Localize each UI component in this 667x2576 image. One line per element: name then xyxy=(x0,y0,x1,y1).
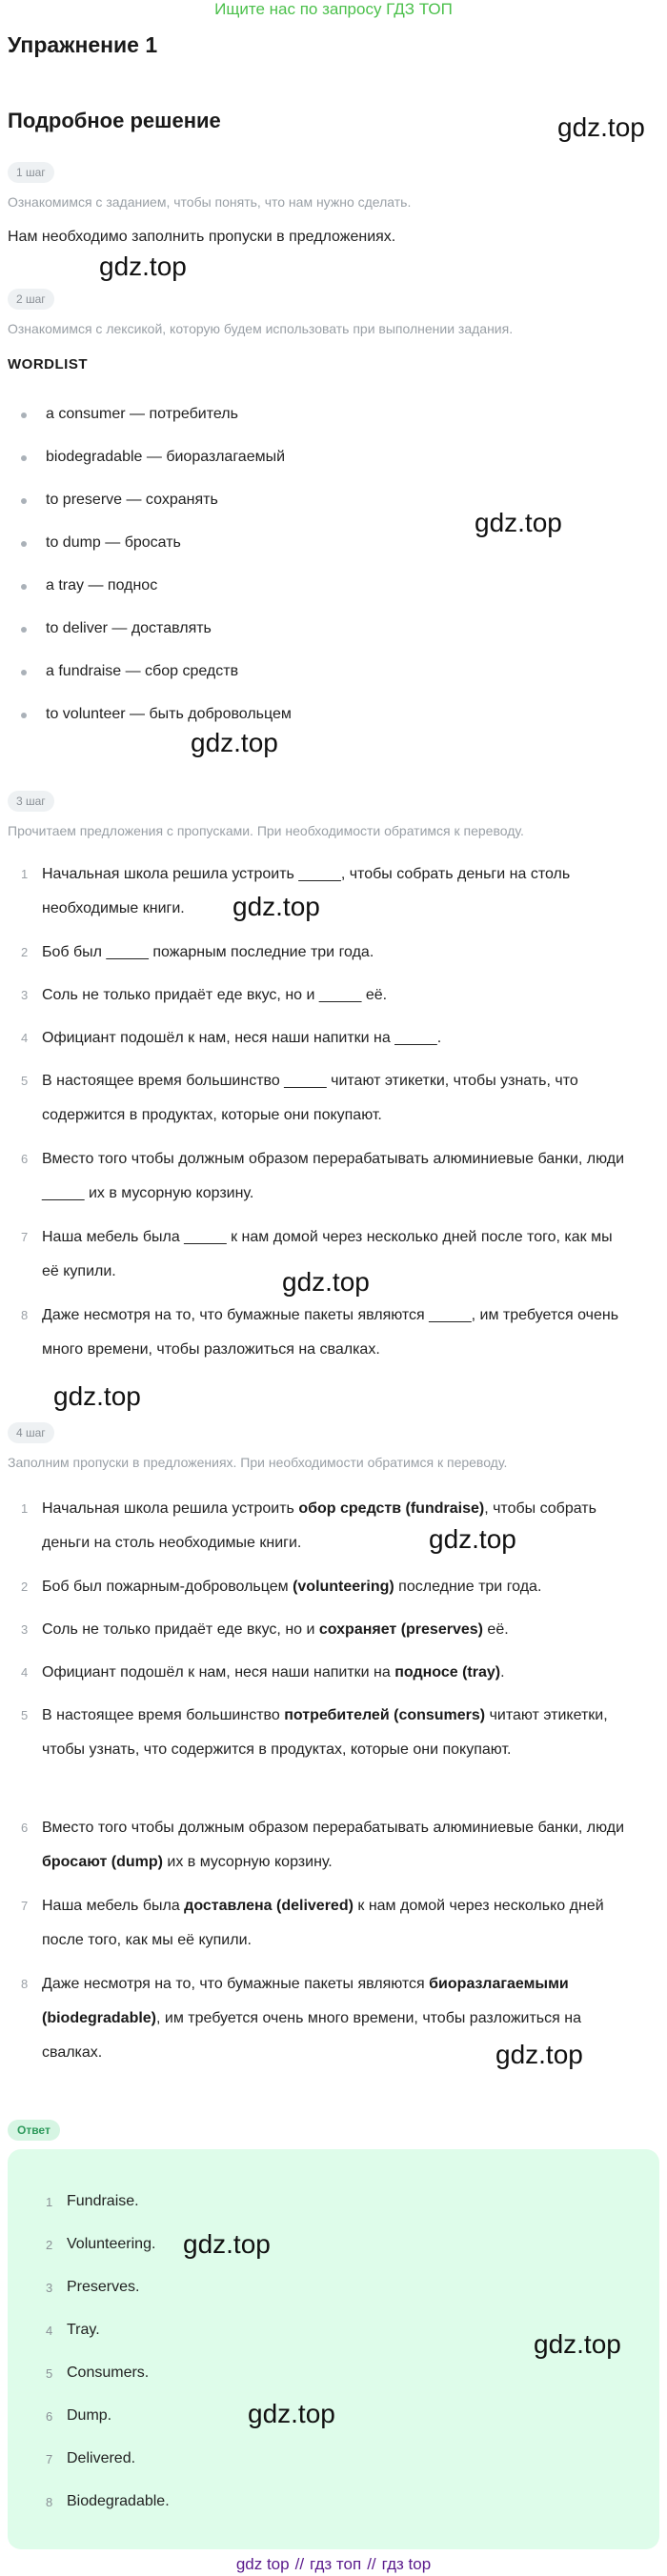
step-3-text: Прочитаем предложения с пропусками. При необходимости обратимся к переводу. xyxy=(8,823,524,838)
watermark: gdz.top xyxy=(232,892,320,921)
watermark: gdz.top xyxy=(429,1524,516,1554)
step-2-text: Ознакомимся с лексикой, которую будем использовать при выполнении задания. xyxy=(8,321,514,336)
section-title: Подробное решение xyxy=(8,109,221,132)
footer-links xyxy=(0,2553,667,2576)
watermark: gdz.top xyxy=(475,508,562,537)
footer-separator: // xyxy=(294,2555,305,2573)
answer-box: 1 Fundraise. 2 Volunteering. 3 Preserves. 4 Tray. 5 Consumers. 6 Dump. 7 Delivered. 8 Biodegradable. xyxy=(8,2149,659,2549)
watermark: gdz.top xyxy=(534,2329,621,2359)
bullet-icon xyxy=(21,713,27,718)
bullet-icon xyxy=(21,670,27,675)
watermark: gdz.top xyxy=(282,1267,370,1297)
watermark: gdz.top xyxy=(191,728,278,757)
watermark: gdz.top xyxy=(248,2399,335,2428)
step-4-badge: 4 шаг xyxy=(8,1422,54,1443)
footer-link-gdz-top[interactable]: gdz top xyxy=(235,2555,290,2573)
step-1-badge: 1 шаг xyxy=(8,162,54,183)
step-1-text: Ознакомимся с заданием, чтобы понять, что нам нужно сделать. xyxy=(8,194,412,210)
bullet-icon xyxy=(21,584,27,590)
watermark: gdz.top xyxy=(495,2040,583,2069)
bullet-icon xyxy=(21,455,27,461)
answer-badge: Ответ xyxy=(8,2120,60,2141)
watermark: gdz.top xyxy=(53,1381,141,1411)
bullet-icon xyxy=(21,541,27,547)
task-statement: Нам необходимо заполнить пропуски в предложениях. xyxy=(8,229,396,245)
watermark: gdz.top xyxy=(183,2229,271,2259)
footer-link-gdz-top-mixed[interactable]: гдз top xyxy=(381,2555,432,2573)
wordlist-title: WORDLIST xyxy=(8,356,88,372)
watermark: gdz.top xyxy=(99,252,187,281)
top-banner[interactable]: Ищите нас по запросу ГДЗ ТОП xyxy=(214,0,453,18)
bullet-icon xyxy=(21,413,27,418)
step-2-badge: 2 шаг xyxy=(8,289,54,310)
bullet-icon xyxy=(21,498,27,504)
page-title: Упражнение 1 xyxy=(8,32,158,57)
watermark: gdz.top xyxy=(557,112,645,142)
bullet-icon xyxy=(21,627,27,633)
footer-separator: // xyxy=(367,2555,376,2573)
step-4-text: Заполним пропуски в предложениях. При необходимости обратимся к переводу. xyxy=(8,1455,508,1470)
step-3-badge: 3 шаг xyxy=(8,791,54,812)
footer-link-gdz-top-ru[interactable]: гдз топ xyxy=(310,2555,362,2573)
